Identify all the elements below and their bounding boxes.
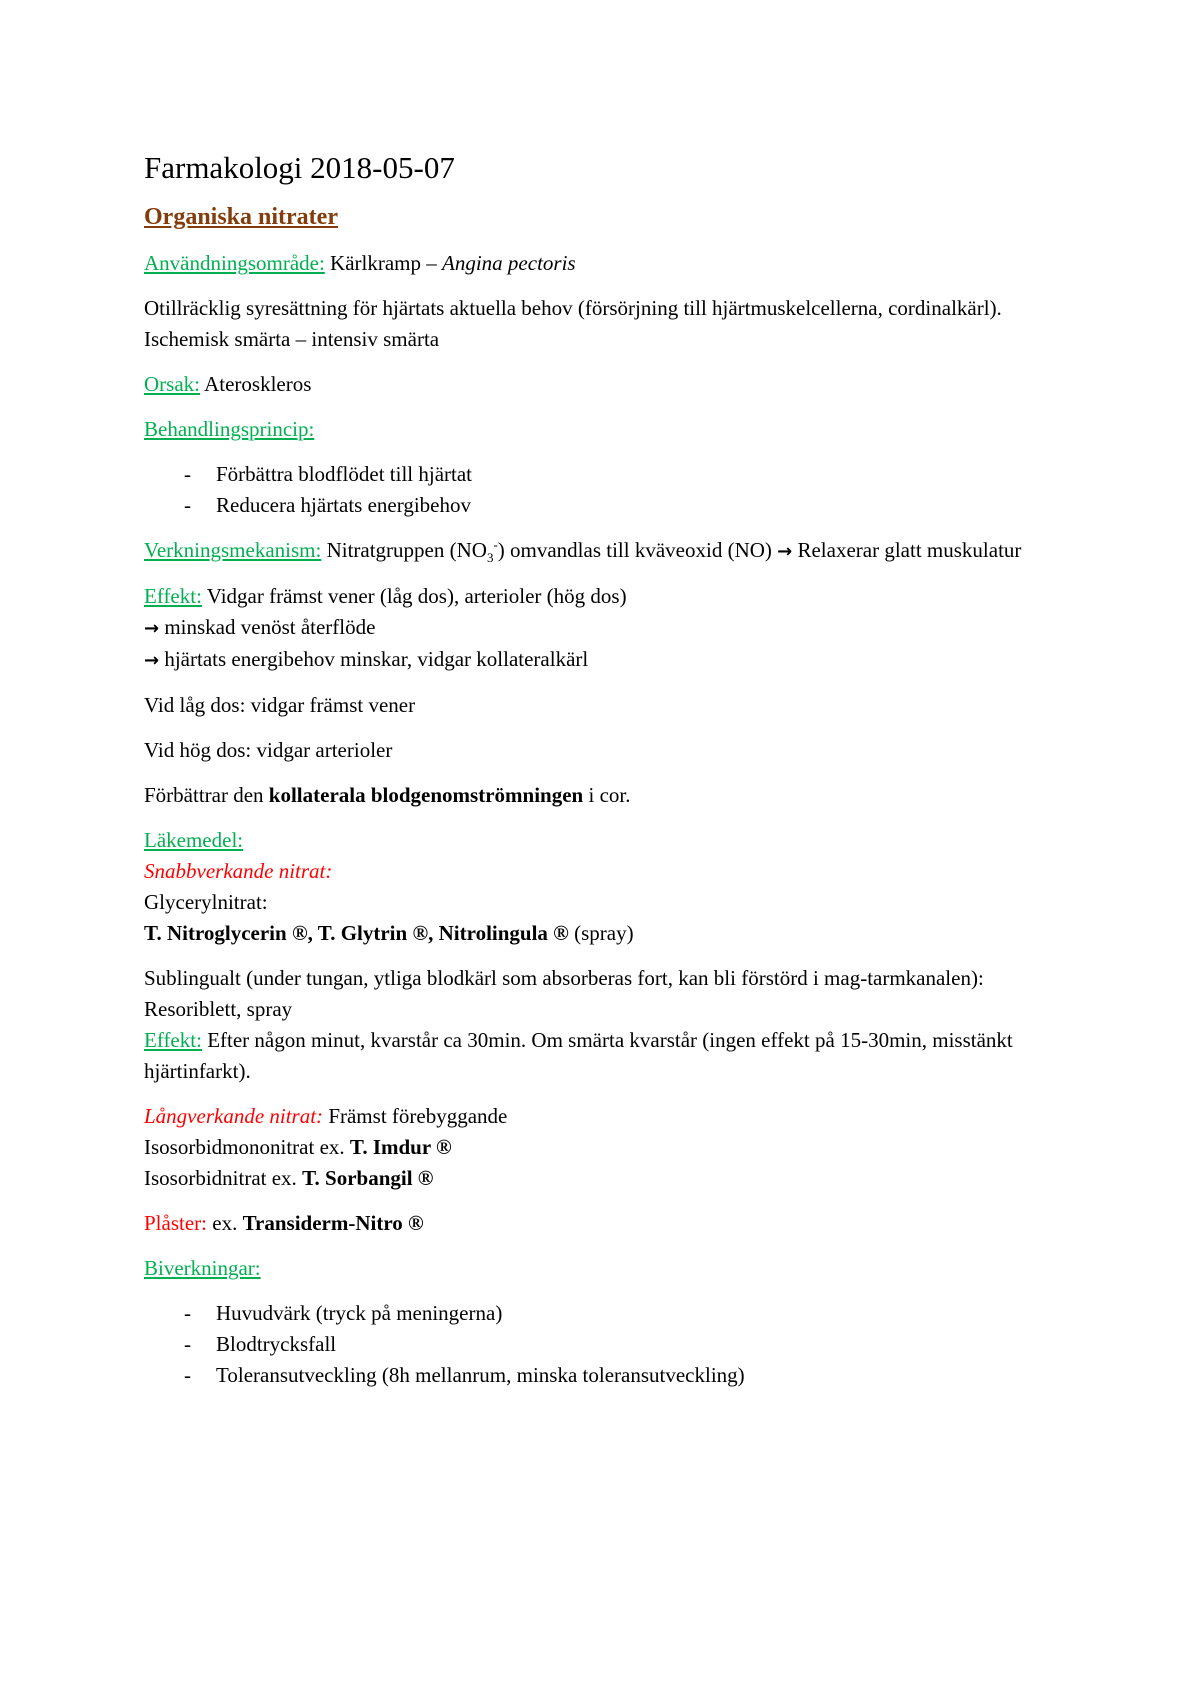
- usage-label: Användningsområde:: [144, 251, 325, 275]
- description-paragraph: Otillräcklig syresättning för hjärtats aktuella behov (försörjning till hjärtmuskelcellerna, cordinalkärl). Ischemisk smärta – intensiv smärta: [144, 296, 1002, 351]
- fast-brands: T. Nitroglycerin ®, T. Glytrin ®, Nitrolingula ®: [144, 921, 569, 945]
- drugs-label: Läkemedel:: [144, 828, 244, 852]
- fast-effect-label: Effekt:: [144, 1028, 202, 1052]
- glyceryl-text: Glycerylnitrat:: [144, 890, 268, 914]
- page-title: Farmakologi 2018-05-07: [144, 150, 455, 185]
- sorbangil-brand: T. Sorbangil ®: [302, 1166, 434, 1190]
- long-acting-paragraph: [144, 1101, 1064, 1194]
- collateral-paragraph: [144, 780, 1064, 811]
- mechanism-paragraph: [144, 535, 1064, 567]
- patch-pre: ex.: [207, 1211, 243, 1235]
- high-dose-paragraph: Vid hög dos: vidgar arterioler: [144, 738, 393, 762]
- usage-italic: Angina pectoris: [442, 251, 576, 275]
- drugs-paragraph: [144, 825, 1064, 949]
- patch-brand: Transiderm-Nitro ®: [242, 1211, 424, 1235]
- fast-effect-text: Efter någon minut, kvarstår ca 30min. Om smärta kvarstår (ingen effekt på 15-30min, misstänkt hjärtinfarkt).: [144, 1028, 1013, 1083]
- effect-paragraph: [144, 581, 1064, 676]
- list-item: - Huvudvärk (tryck på meningerna): [184, 1298, 1064, 1329]
- sublingual-paragraph: [144, 963, 1064, 1087]
- usage-paragraph: [144, 248, 1064, 279]
- collateral-bold: kollaterala blodgenomströmningen: [268, 783, 584, 807]
- mechanism-text-1: Nitratgruppen (NO: [321, 538, 487, 562]
- imdur-brand: T. Imdur ®: [349, 1135, 452, 1159]
- effect-text: Vidgar främst vener (låg dos), arterioler (hög dos): [201, 584, 627, 608]
- mechanism-superscript: -: [493, 537, 498, 552]
- imdur-pre: Isosorbidmononitrat ex.: [144, 1135, 350, 1159]
- long-nitrate-label: Långverkande nitrat:: [144, 1104, 324, 1128]
- effect-line-2: minskad venöst återflöde: [159, 615, 376, 639]
- patch-paragraph: [144, 1208, 1064, 1239]
- arrow-right-icon: →: [777, 541, 793, 562]
- low-dose-paragraph: Vid låg dos: vidgar främst vener: [144, 693, 416, 717]
- fast-nitrate-label: Snabbverkande nitrat:: [144, 859, 333, 883]
- cause-paragraph: [144, 369, 1064, 400]
- long-nitrate-text: Främst förebyggande: [323, 1104, 508, 1128]
- mechanism-text-2: ) omvandlas till kväveoxid (NO): [497, 538, 778, 562]
- list-item: - Toleransutveckling (8h mellanrum, minska toleransutveckling): [184, 1360, 1064, 1391]
- list-item: - Reducera hjärtats energibehov: [184, 490, 1064, 521]
- side-effects-label: Biverkningar:: [144, 1256, 261, 1280]
- effect-label: Effekt:: [144, 584, 202, 608]
- arrow-right-icon: →: [144, 650, 160, 671]
- effect-line-3: hjärtats energibehov minskar, vidgar kollateralkärl: [159, 647, 589, 671]
- fast-brands-suffix: (spray): [568, 921, 634, 945]
- collateral-pre: Förbättrar den: [144, 783, 269, 807]
- principle-label: Behandlingsprincip:: [144, 417, 315, 441]
- side-effects-paragraph: [144, 1253, 1064, 1284]
- usage-text: Kärlkramp –: [324, 251, 443, 275]
- sublingual-text: Sublingualt (under tungan, ytliga blodkärl som absorberas fort, kan bli förstörd i mag-tarmkanalen): Resoriblett, spray: [144, 966, 984, 1021]
- collateral-post: i cor.: [583, 783, 631, 807]
- mechanism-label: Verkningsmekanism:: [144, 538, 322, 562]
- mechanism-text-3: Relaxerar glatt muskulatur: [792, 538, 1022, 562]
- side-effects-list: [144, 1298, 1064, 1391]
- document-content: [144, 140, 1064, 1405]
- principle-list: [144, 459, 1064, 521]
- principle-paragraph: [144, 414, 1064, 445]
- mechanism-subscript: 3: [486, 550, 494, 566]
- section-heading: Organiska nitrater: [144, 204, 338, 230]
- list-item: - Förbättra blodflödet till hjärtat: [184, 459, 1064, 490]
- arrow-right-icon: →: [144, 618, 160, 639]
- cause-text: Ateroskleros: [200, 372, 312, 396]
- patch-label: Plåster:: [144, 1211, 207, 1235]
- cause-label: Orsak:: [144, 372, 200, 396]
- list-item: - Blodtrycksfall: [184, 1329, 1064, 1360]
- sorbangil-pre: Isosorbidnitrat ex.: [144, 1166, 303, 1190]
